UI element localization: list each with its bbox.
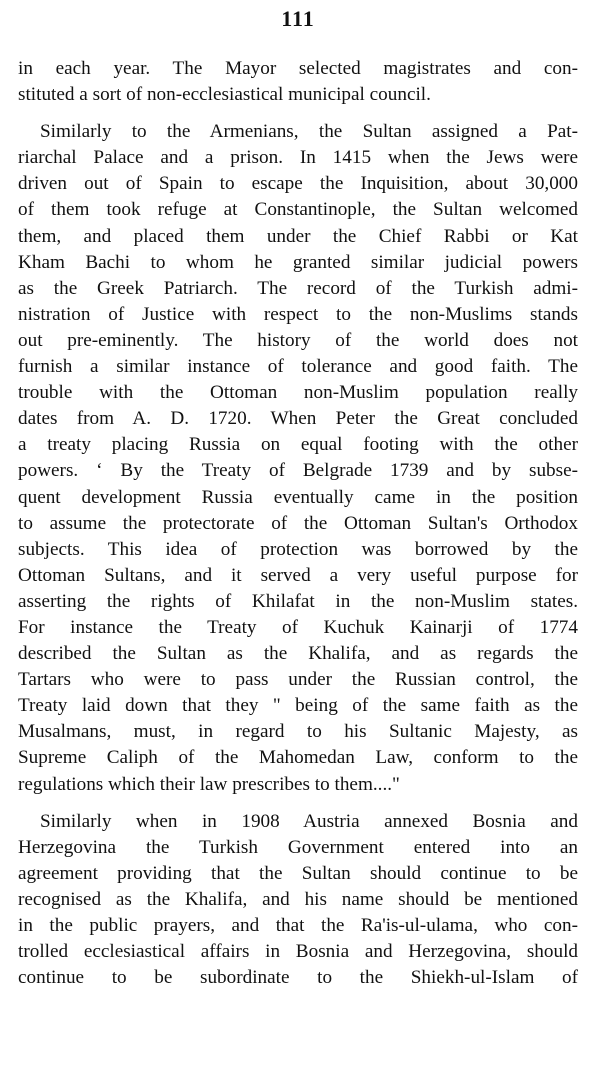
text-line: Tartars who were to pass under the Russian control, the — [18, 669, 578, 691]
paragraph-3 — [18, 809, 578, 992]
text-line: trouble with the Ottoman non-Muslim population really — [18, 382, 578, 404]
body-text — [18, 56, 578, 991]
paragraph-gap — [18, 798, 578, 809]
text-line: For instance the Treaty of Kuchuk Kainarji of 1774 — [18, 616, 578, 638]
paragraph-2 — [18, 119, 578, 797]
text-line: Kham Bachi to whom he granted similar judicial powers — [18, 251, 578, 273]
text-line: riarchal Palace and a prison. In 1415 when the Jews were — [18, 147, 578, 169]
text-line: continue to be subordinate to the Shiekh-ul-Islam of — [18, 967, 578, 989]
text-line: Musalmans, must, in regard to his Sultanic Majesty, as — [18, 721, 578, 743]
text-line: trolled ecclesiastical affairs in Bosnia and Herzegovina, should — [18, 941, 578, 963]
text-line: of them took refuge at Constantinople, the Sultan welcomed — [18, 199, 578, 221]
text-line: Ottoman Sultans, and it served a very useful purpose for — [18, 564, 578, 586]
paragraph-gap — [18, 108, 578, 119]
text-line: subjects. This idea of protection was borrowed by the — [18, 538, 578, 560]
text-line: furnish a similar instance of tolerance and good faith. The — [18, 356, 578, 378]
text-line: in each year. The Mayor selected magistrates and con- — [18, 58, 578, 79]
text-line: out pre-eminently. The history of the world does not — [18, 329, 578, 351]
text-line: to assume the protectorate of the Ottoman Sultan's Orthodox — [18, 512, 578, 534]
text-line: driven out of Spain to escape the Inquisition, about 30,000 — [18, 173, 578, 195]
text-line: asserting the rights of Khilafat in the non-Muslim states. — [18, 590, 578, 612]
text-line: Treaty laid down that they " being of the same faith as the — [18, 695, 578, 717]
text-line: agreement providing that the Sultan should continue to be — [18, 862, 578, 884]
text-line: a treaty placing Russia on equal footing with the other — [18, 434, 578, 456]
text-line: them, and placed them under the Chief Rabbi or Kat — [18, 225, 578, 247]
text-line: quent development Russia eventually came in the position — [18, 486, 578, 508]
page-number: 111 — [281, 6, 315, 31]
text-line: powers. ‘ By the Treaty of Belgrade 1739 and by subse- — [18, 460, 578, 482]
text-line: Supreme Caliph of the Mahomedan Law, conform to the — [18, 747, 578, 769]
text-line: Herzegovina the Turkish Government entered into an — [18, 836, 578, 858]
text-line: regulations which their law prescribes to them...." — [18, 773, 400, 795]
text-line: stituted a sort of non-ecclesiastical municipal council. — [18, 84, 431, 106]
book-page — [18, 0, 578, 1075]
text-line: Similarly when in 1908 Austria annexed Bosnia and — [40, 810, 578, 832]
text-line: in the public prayers, and that the Ra'is-ul-ulama, who con- — [18, 915, 578, 936]
text-line: dates from A. D. 1720. When Peter the Great concluded — [18, 408, 578, 430]
text-line: recognised as the Khalifa, and his name should be mentioned — [18, 888, 578, 910]
paragraph-1 — [18, 56, 578, 108]
text-line: described the Sultan as the Khalifa, and as regards the — [18, 643, 578, 665]
text-line: as the Greek Patriarch. The record of the Turkish admi- — [18, 277, 578, 299]
text-line: nistration of Justice with respect to the non-Muslims stands — [18, 303, 578, 325]
text-line: Similarly to the Armenians, the Sultan assigned a Pat- — [40, 121, 578, 143]
